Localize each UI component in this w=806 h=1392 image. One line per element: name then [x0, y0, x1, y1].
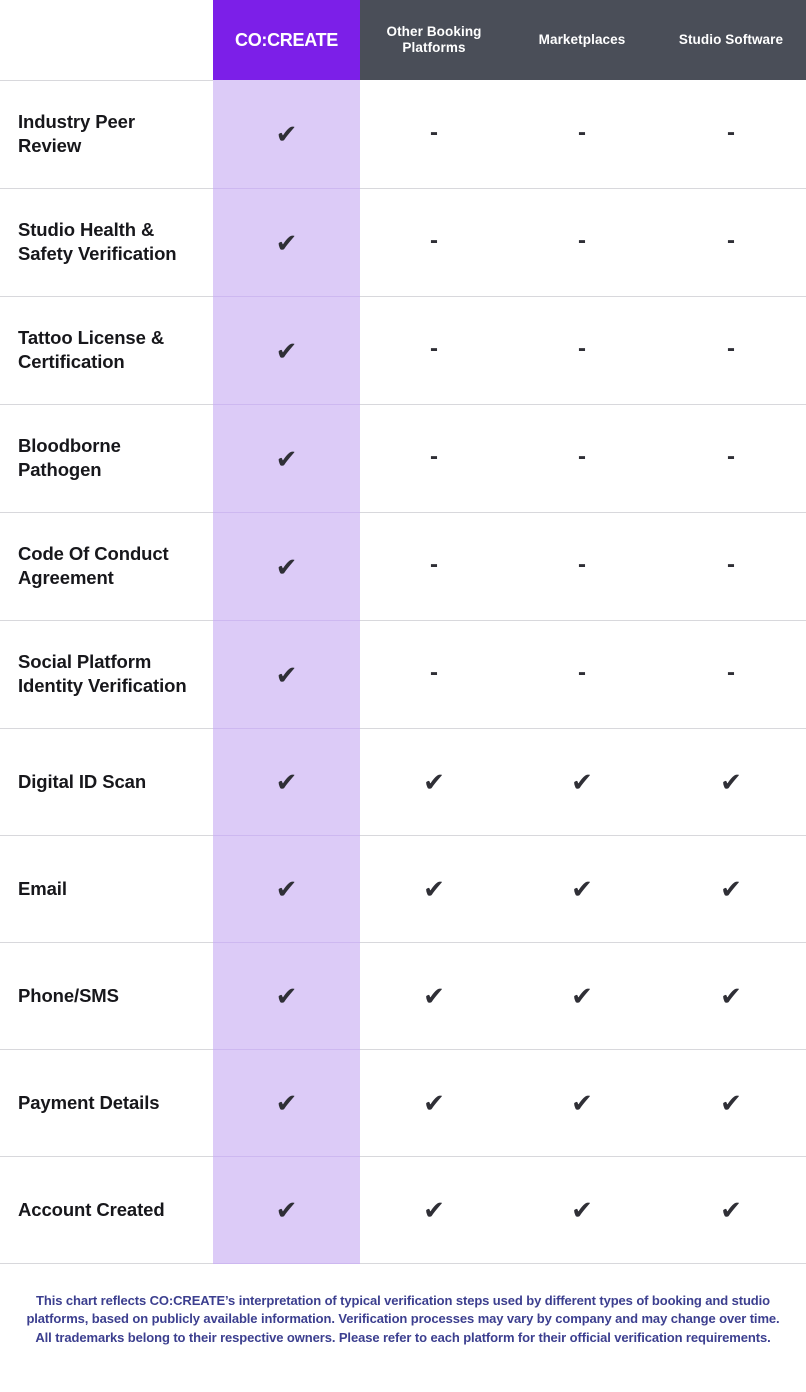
cell-marketplaces [508, 512, 656, 620]
table-row [0, 188, 806, 296]
cell-marketplaces [508, 942, 656, 1049]
cell-other [360, 296, 508, 404]
cell-studio [656, 512, 806, 620]
check-icon: ✔ [275, 551, 298, 582]
table-row [0, 512, 806, 620]
cell-studio [656, 1156, 806, 1263]
check-icon: ✔ [423, 980, 445, 1011]
cocreate-logo: CO:CREATE [235, 29, 338, 50]
feature-label: Tattoo License & Certification [0, 296, 213, 404]
cell-studio [656, 835, 806, 942]
feature-label: Phone/SMS [0, 942, 213, 1049]
cell-cocreate [213, 1156, 360, 1263]
feature-label: Digital ID Scan [0, 728, 213, 835]
table-row [0, 835, 806, 942]
table-row [0, 404, 806, 512]
cell-studio [656, 404, 806, 512]
feature-label: Account Created [0, 1156, 213, 1263]
check-icon: ✔ [571, 1087, 593, 1118]
table-body [0, 80, 806, 1263]
cell-other [360, 188, 508, 296]
cell-cocreate [213, 404, 360, 512]
dash-icon: - [578, 551, 586, 578]
cell-marketplaces [508, 404, 656, 512]
cell-marketplaces [508, 728, 656, 835]
dash-icon: - [727, 227, 735, 254]
feature-label: Email [0, 835, 213, 942]
dash-icon: - [430, 335, 438, 362]
dash-icon: - [430, 659, 438, 686]
feature-label: Studio Health & Safety Verification [0, 188, 213, 296]
dash-icon: - [430, 443, 438, 470]
check-icon: ✔ [275, 1195, 298, 1225]
dash-icon: - [578, 227, 586, 254]
check-icon: ✔ [571, 1194, 593, 1225]
dash-icon: - [430, 118, 438, 146]
cell-cocreate [213, 296, 360, 404]
dash-icon: - [727, 335, 735, 362]
cell-other [360, 942, 508, 1049]
cell-cocreate [213, 1049, 360, 1156]
check-icon: ✔ [423, 1194, 445, 1225]
table-row [0, 728, 806, 835]
cell-cocreate [213, 188, 360, 296]
header-marketplaces: Marketplaces [508, 0, 656, 80]
check-icon: ✔ [275, 981, 298, 1011]
chart-footnote: This chart reflects CO:CREATE’s interpretation of typical verification steps used by different types of booking and studio platforms, based on publicly available information. Verification processes may vary by company and may change over time. All trademarks belong to their respective owners. Please refer to each platform for their official verification requirements. [26, 1292, 780, 1346]
cell-other [360, 1049, 508, 1156]
table-row [0, 942, 806, 1049]
cell-cocreate [213, 512, 360, 620]
cell-cocreate [213, 942, 360, 1049]
header-blank-cell [0, 0, 213, 80]
check-icon: ✔ [423, 1087, 445, 1118]
check-icon: ✔ [275, 874, 298, 904]
cell-other [360, 728, 508, 835]
header-cocreate [213, 0, 360, 80]
cell-studio [656, 942, 806, 1049]
check-icon: ✔ [275, 335, 298, 366]
check-icon: ✔ [275, 767, 298, 797]
feature-label: Industry Peer Review [0, 80, 213, 188]
cell-cocreate [213, 728, 360, 835]
cell-other [360, 80, 508, 188]
dash-icon: - [430, 227, 438, 254]
check-icon: ✔ [571, 766, 593, 797]
cell-marketplaces [508, 296, 656, 404]
check-icon: ✔ [571, 980, 593, 1011]
cell-marketplaces [508, 188, 656, 296]
feature-label: Payment Details [0, 1049, 213, 1156]
dash-icon: - [578, 659, 586, 686]
dash-icon: - [727, 551, 735, 578]
table-row [0, 1049, 806, 1156]
cell-other [360, 1156, 508, 1263]
check-icon: ✔ [720, 1194, 742, 1225]
header-studio-software: Studio Software [656, 0, 806, 80]
cell-cocreate [213, 620, 360, 728]
feature-label: Bloodborne Pathogen [0, 404, 213, 512]
cell-other [360, 404, 508, 512]
cell-studio [656, 620, 806, 728]
cell-other [360, 512, 508, 620]
check-icon: ✔ [720, 766, 742, 797]
check-icon: ✔ [720, 980, 742, 1011]
cell-marketplaces [508, 80, 656, 188]
table-header [0, 0, 806, 80]
check-icon: ✔ [275, 1088, 298, 1118]
cell-studio [656, 728, 806, 835]
dash-icon: - [430, 551, 438, 578]
header-row [0, 0, 806, 80]
cell-studio [656, 80, 806, 188]
cell-marketplaces [508, 1049, 656, 1156]
cell-marketplaces [508, 835, 656, 942]
cell-studio [656, 1049, 806, 1156]
feature-label: Code Of Conduct Agreement [0, 512, 213, 620]
check-icon: ✔ [275, 443, 298, 474]
cell-cocreate [213, 835, 360, 942]
table-row [0, 1156, 806, 1263]
cell-other [360, 620, 508, 728]
dash-icon: - [578, 335, 586, 362]
cell-marketplaces [508, 1156, 656, 1263]
check-icon: ✔ [720, 873, 742, 904]
check-icon: ✔ [571, 873, 593, 904]
check-icon: ✔ [720, 1087, 742, 1118]
cell-studio [656, 188, 806, 296]
dash-icon: - [578, 118, 586, 146]
table-row [0, 296, 806, 404]
cell-cocreate [213, 80, 360, 188]
dash-icon: - [727, 118, 735, 146]
check-icon: ✔ [275, 659, 298, 690]
check-icon: ✔ [423, 873, 445, 904]
cell-other [360, 835, 508, 942]
check-icon: ✔ [423, 766, 445, 797]
check-icon: ✔ [275, 119, 298, 150]
dash-icon: - [727, 659, 735, 686]
cell-studio [656, 296, 806, 404]
table-row [0, 80, 806, 188]
cell-marketplaces [508, 620, 656, 728]
check-icon: ✔ [275, 227, 298, 258]
feature-label: Social Platform Identity Verification [0, 620, 213, 728]
header-other-booking-platforms: Other Booking Platforms [360, 0, 508, 80]
dash-icon: - [578, 443, 586, 470]
dash-icon: - [727, 443, 735, 470]
table-row [0, 620, 806, 728]
